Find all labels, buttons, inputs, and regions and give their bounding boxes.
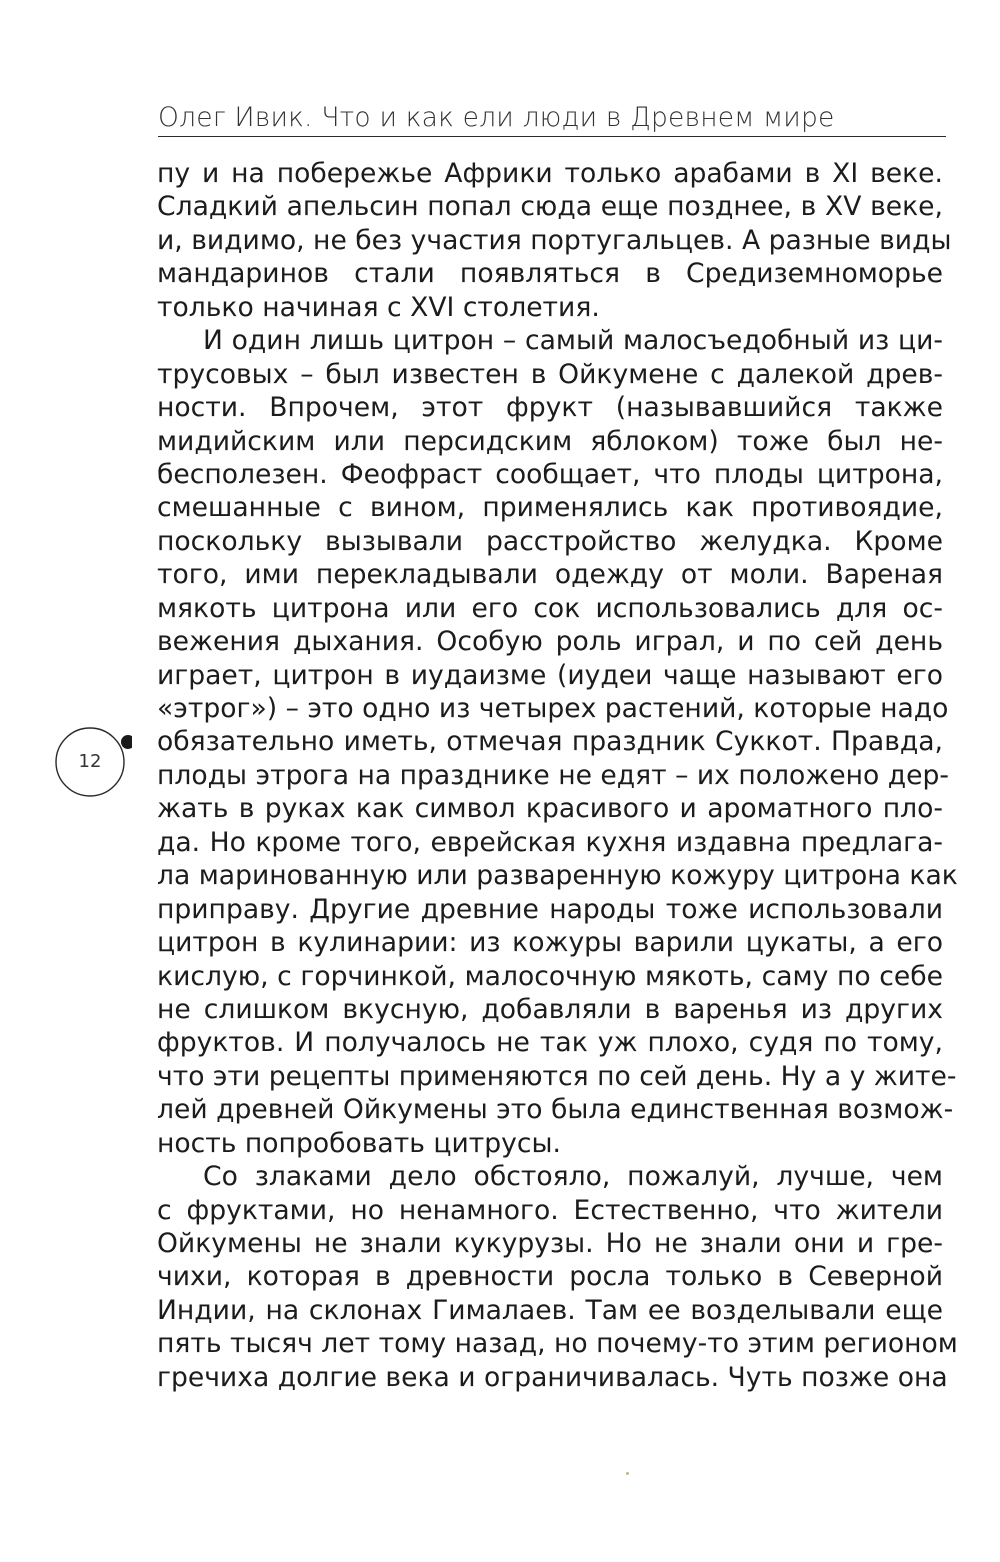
page-number-marker — [48, 720, 132, 804]
text-line: лей древней Ойкумены это была единственная возмож- — [157, 1094, 954, 1126]
text-line: ла маринованную или разваренную кожуру цитрона как — [157, 860, 958, 892]
text-line: не слишком вкусную, добавляли в варенья из других — [157, 993, 943, 1025]
text-line: с фруктами, но ненамного. Естественно, что жители — [157, 1194, 943, 1226]
text-line: кислую, с горчинкой, малосочную мякоть, саму по себе — [157, 960, 943, 992]
text-line: «этрог») – это одно из четырех растений, которые надо — [157, 693, 949, 724]
text-line: играет, цитрон в иудаизме (иудеи чаще называют его — [157, 659, 943, 691]
body-text — [157, 157, 958, 1394]
text-line: поскольку вызывали расстройство желудка. Кроме — [157, 525, 943, 557]
text-line: цитрон в кулинарии: из кожуры варили цукаты, а его — [157, 927, 943, 959]
text-line: Индии, на склонах Гималаев. Там ее возделывали еще — [157, 1294, 943, 1326]
text-line: обязательно иметь, отмечая праздник Суккот. Правда, — [157, 726, 943, 758]
text-line: пу и на побережье Африки только арабами в XI веке. — [157, 158, 943, 189]
text-line: мякоть цитрона или его сок использовались для ос- — [157, 592, 943, 624]
text-line: Со злаками дело обстояло, пожалуй, лучше, чем — [203, 1161, 943, 1193]
paper-speck — [626, 1472, 629, 1475]
running-title: Олег Ивик. Что и как ели люди в Древнем мире — [158, 102, 835, 133]
text-line: ность попробовать цитрусы. — [157, 1127, 561, 1159]
text-line: да. Но кроме того, еврейская кухня издавна предлага- — [157, 826, 943, 858]
text-line: бесполезен. Феофраст сообщает, что плоды цитрона, — [157, 458, 943, 490]
page-number: 12 — [78, 751, 102, 772]
text-line: трусовых – был известен в Ойкумене с далекой древ- — [157, 358, 943, 390]
text-line: Ойкумены не знали кукурузы. Но не знали они и гре- — [157, 1228, 943, 1259]
paragraph — [157, 324, 958, 1160]
text-line: чихи, которая в древности росла только в Северной — [157, 1261, 943, 1293]
text-line: что эти рецепты применяются по сей день. Ну а у жите- — [157, 1060, 957, 1092]
running-head — [158, 100, 946, 137]
text-line: И один лишь цитрон – самый малосъедобный из ци- — [203, 325, 943, 357]
text-line: только начиная с XVI столетия. — [157, 291, 600, 323]
text-line: мидийским или персидским яблоком) тоже был не- — [157, 425, 943, 457]
text-line: приправу. Другие древние народы тоже использовали — [157, 893, 943, 925]
text-line: гречиха долгие века и ограничивалась. Чуть позже она — [157, 1361, 948, 1393]
text-line: того, ими перекладывали одежду от моли. Вареная — [157, 559, 943, 591]
text-line: смешанные с вином, применялись как противоядие, — [157, 492, 943, 524]
text-line: и, видимо, не без участия португальцев. А разные виды — [157, 224, 952, 256]
text-line: мандаринов стали появляться в Средиземноморье — [157, 258, 943, 290]
text-line: плоды этрога на празднике не едят – их положено дер- — [157, 759, 949, 791]
text-line: вежения дыхания. Особую роль играл, и по сей день — [157, 626, 943, 658]
text-line: пять тысяч лет тому назад, но почему-то этим регионом — [157, 1328, 958, 1360]
text-line: Сладкий апельсин попал сюда еще позднее, в XV веке, — [157, 191, 943, 223]
text-line: фруктов. И получалось не так уж плохо, судя по тому, — [157, 1027, 943, 1059]
text-line: жать в руках как символ красивого и ароматного пло- — [157, 793, 943, 825]
paragraph — [157, 1160, 958, 1394]
text-line: ности. Впрочем, этот фрукт (называвшийся также — [157, 392, 943, 424]
paragraph — [157, 157, 952, 324]
